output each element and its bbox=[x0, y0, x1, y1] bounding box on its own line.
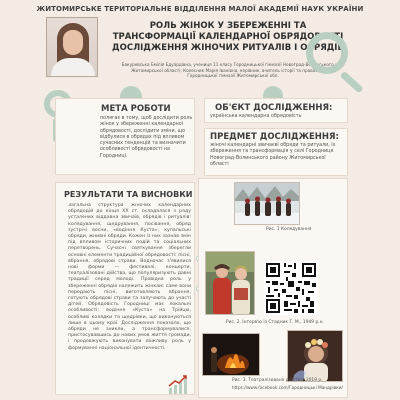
qr-code[interactable] bbox=[264, 261, 318, 315]
organization-title: ЖИТОМИРСЬКЕ ТЕРИТОРІАЛЬНЕ ВІДДІЛЕННЯ МАЛОЇ АКАДЕМІЇ НАУК УКРАЇНИ bbox=[36, 5, 364, 13]
interview-photo bbox=[205, 251, 255, 315]
chart-growth-icon bbox=[168, 375, 188, 395]
author-info: Бакуревська Емілія Едуардівна, учениця 11 класу Городницької гімназії Новоград-Волинського р-ну Житомирської області; Колесник Марія Іванівна, керівник, вчитель історії та правознавства Городницької гімназії Житомирської обл. bbox=[121, 62, 345, 79]
goal-title: МЕТА РОБОТИ bbox=[101, 104, 171, 114]
facebook-link[interactable]: https://www.facebook.com/Городницькі Мандрівки/ bbox=[232, 385, 343, 390]
author-photo bbox=[46, 17, 98, 77]
caroling-photo bbox=[234, 182, 300, 225]
object-title: ОБ'ЄКТ ДОСЛІДЖЕННЯ: bbox=[215, 103, 333, 113]
performance-photo-fire bbox=[202, 333, 260, 376]
figure-1-caption: Рис. 1 Колядування bbox=[266, 227, 312, 232]
subject-text: жіночі календарні звичаєві обряди та ритуали, їх збереження та трансформація у селі Городниця Новоград-Волинського району Житомирської області bbox=[210, 143, 336, 167]
figure-2-caption: Рис. 2. Інтерв'ю із Стадник Г. М., 1949 р.н. bbox=[226, 320, 324, 325]
poster-title: РОЛЬ ЖІНОК У ЗБЕРЕЖЕННІ ТА ТРАНСФОРМАЦІЇ КАЛЕНДАРНОЇ ОБРЯДОВОСТІ ДОСЛІДЖЕННЯ ЖІНОЧИХ РИТУАЛІВ І ОБРЯДІВ bbox=[112, 21, 344, 53]
magnifier-icon bbox=[306, 32, 366, 92]
subject-title: ПРЕДМЕТ ДОСЛІДЖЕННЯ: bbox=[210, 132, 339, 142]
goal-text: полягає в тому, щоб дослідити роль жінок у збереженні календарної обрядовості, дослідити зміни, що відбулися в обрядах під впливом сучасних тенденцій та визначити особливості обрядовості на Городниці. bbox=[100, 116, 193, 159]
results-text: Загальна структура жіночих календарних обрядодій до кінця ХХ ст. складалася з ряду усталених віддавна звичаїв, обрядів і ритуалів: колядування, щедрування, посівання, обряд зустрічі весни, «водіння Куста», купальські обряди, жнивні обряди. Кожен із них зазнав змін під впливом історичних подій та соціальних перетворень. Сучасні святкування зберегли основні елементи традиційної обрядовості: пісні, вбрання, обрядові страви. Водночас з'явилися нові форми — фестивалі, концерти, театралізовані дійства, що популяризують давні традиції серед молоді. Провідна роль у збереженні обрядів належить жінкам: саме вони передають пісні, виготовляють вбрання, готують обрядові страви та залучають до участі дітей. Обрядовість Городниці має локальні особливості: водіння «Куста» на Трійцю, особливі колядки та щедрівки, що виконуються лише в цьому краї. Дослідження показало, що обряди не зникли, а трансформувалися, пристосувавшись до нових умов життя громади, і продовжують виконувати важливу роль у формуванні національної ідентичності. bbox=[68, 203, 191, 351]
results-title: РЕЗУЛЬТАТИ ТА ВИСНОВКИ bbox=[64, 190, 193, 199]
object-text: українська календарна обрядовість bbox=[210, 114, 302, 119]
figure-3-caption: Рис. 3. Театралізоване дійство, 2019 р. bbox=[232, 378, 323, 383]
performance-photo-wreath bbox=[287, 330, 343, 382]
